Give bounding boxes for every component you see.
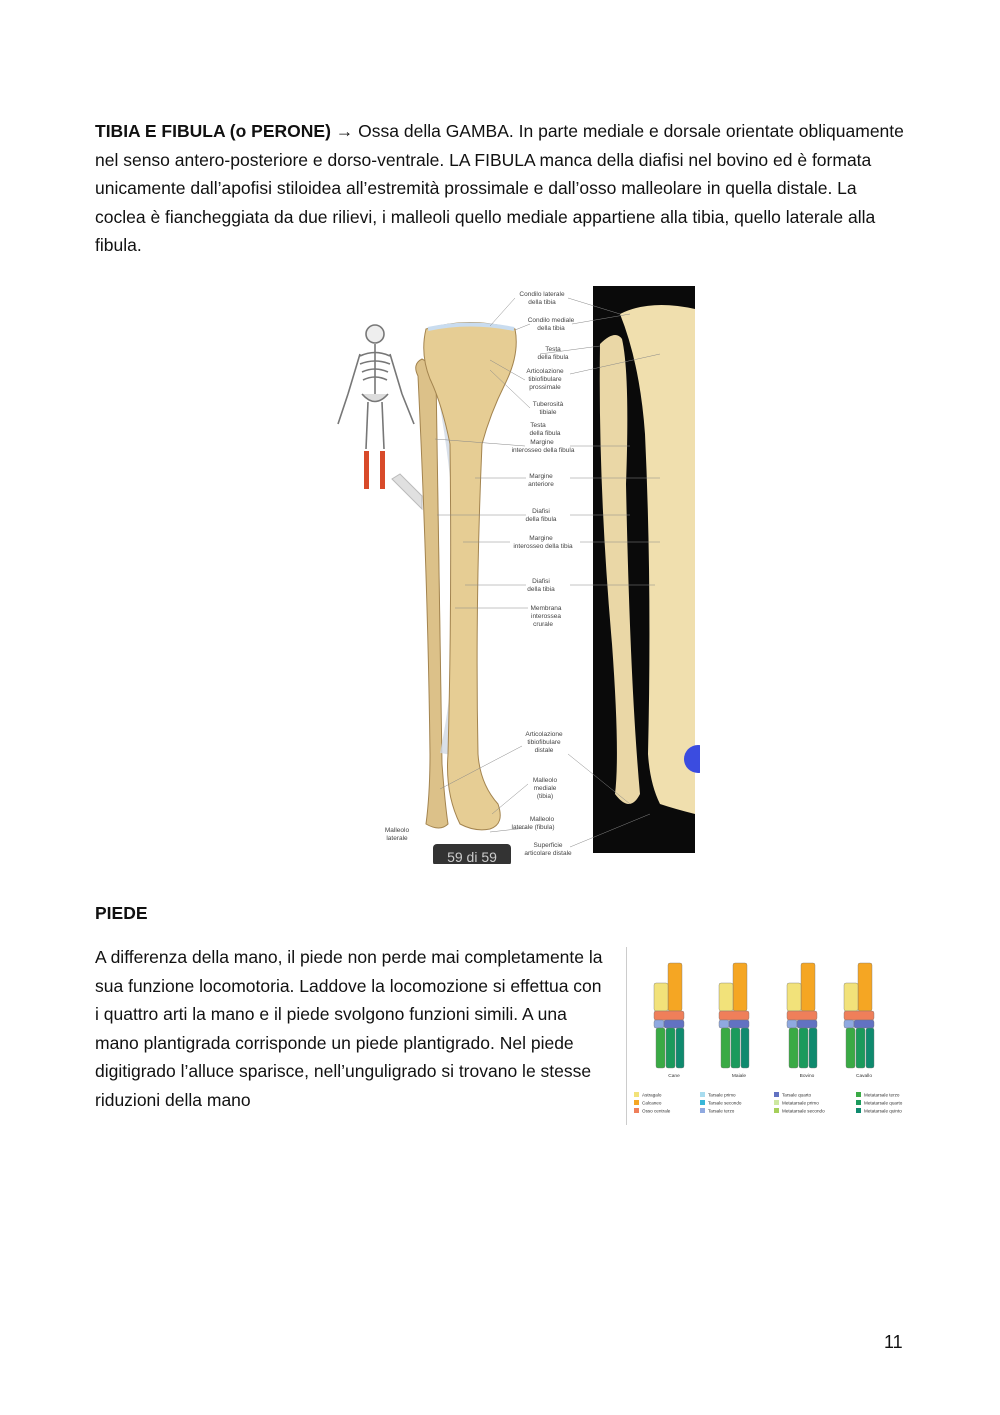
label-diafisi-tibia: Diafisi della tibia <box>527 578 555 593</box>
label-membrana: Membrana interossea crurale <box>530 605 562 628</box>
arrow: → <box>330 121 359 141</box>
legend-label: Astragalo <box>642 1092 662 1098</box>
label-malleolo-laterale: Malleolo laterale <box>384 827 410 842</box>
tarsal-bone <box>719 1020 729 1028</box>
talus-bone <box>654 983 668 1011</box>
tarsal-bone <box>654 1020 664 1028</box>
talus-bone <box>787 983 801 1011</box>
label-superficie: Superficie articolare distale <box>524 842 572 857</box>
tibia-fibula-figure <box>330 284 700 864</box>
species-cavallo: Cavallo <box>856 1074 872 1079</box>
label-articolazione-prossimale: Articolazione tibiofibulare prossimale <box>526 368 564 391</box>
central-tarsal-bone <box>654 1011 684 1020</box>
metatarsal-bone <box>866 1028 874 1068</box>
label-diafisi-fibula: Diafisi della fibula <box>525 508 557 523</box>
label-margine-interosseo-fibula: Margine interosseo della fibula <box>511 439 575 454</box>
section-heading: PIEDE <box>95 903 148 923</box>
legend-label: Metatarsale terzo <box>864 1092 900 1098</box>
calcaneus-bone <box>858 963 872 1011</box>
calcaneus-bone <box>733 963 747 1011</box>
calcaneus-bone <box>668 963 682 1011</box>
legend-label: Metatarsale primo <box>782 1100 819 1106</box>
legend-label: Tarsale secondo <box>708 1100 742 1106</box>
skeleton-thumbnail <box>338 325 414 449</box>
metatarsal-bone <box>799 1028 808 1068</box>
label-malleolo-mediale: Malleolo mediale (tibia) <box>532 777 558 800</box>
metatarsal-bone <box>721 1028 730 1068</box>
species-cane: Cane <box>668 1074 680 1079</box>
metatarsal-bone <box>856 1028 865 1068</box>
tarsal-bone <box>787 1020 797 1028</box>
legend-swatch <box>634 1092 639 1097</box>
piede-paragraph: A differenza della mano, il piede non perde mai completamente la sua funzione locomotoria. Laddove la locomozione si effettua con i quattro arti la mano e il piede svolgono funzioni simili. A una mano plantigrada corrisponde un piede plantigrado. Nel piede digitigrado l’alluce sparisce, nell’unguligrado si trovano le stesse riduzioni della mano <box>95 947 603 1110</box>
legend-label: Osso centrale <box>642 1108 671 1114</box>
talus-bone <box>844 983 858 1011</box>
metatarsal-bone <box>666 1028 675 1068</box>
legend-swatch <box>700 1108 705 1113</box>
legend-label: Metatarsale secondo <box>782 1108 825 1114</box>
label-condilo-laterale: Condilo laterale della tibia <box>519 291 565 306</box>
legend-swatch <box>856 1108 861 1113</box>
legend-swatch <box>634 1100 639 1105</box>
label-condilo-mediale: Condilo mediale della tibia <box>527 317 575 332</box>
legend-swatch <box>700 1100 705 1105</box>
legend-label: Tarsale quarto <box>782 1092 812 1098</box>
highlighted-left-leg <box>364 451 369 489</box>
illustrated-fibula <box>416 359 448 828</box>
metatarsal-bone <box>846 1028 855 1068</box>
label-malleolo-laterale-fibula: Malleolo laterale (fibula) <box>511 816 555 831</box>
legend-swatch <box>634 1108 639 1113</box>
label-margine-anteriore: Margine anteriore <box>528 473 554 488</box>
legend-label: Metatarsale quarto <box>864 1100 903 1106</box>
label-tuberosita: Tuberosità tibiale <box>532 401 564 416</box>
calcaneus-bone <box>801 963 815 1011</box>
legend-swatch <box>700 1092 705 1097</box>
legend-swatch <box>856 1092 861 1097</box>
highlighted-right-leg <box>380 451 385 489</box>
legend-label: Tarsale terzo <box>708 1108 735 1114</box>
metatarsal-bone <box>656 1028 665 1068</box>
metatarsal-bone <box>789 1028 798 1068</box>
metatarsal-bone <box>676 1028 684 1068</box>
central-tarsal-bone <box>719 1011 749 1020</box>
legend-swatch <box>856 1100 861 1105</box>
page-number: 11 <box>884 1332 903 1352</box>
label-margine-interosseo-tibia: Margine interosseo della tibia <box>513 535 573 550</box>
foot-comparison-figure <box>626 947 908 1125</box>
label-testa-fibula-2: Testa della fibula <box>529 422 561 437</box>
intro-paragraph <box>95 117 910 260</box>
species-bovino: Bovino <box>799 1074 815 1079</box>
tarsal-bone <box>854 1020 874 1028</box>
intro-text: Ossa della GAMBA. In parte mediale e dorsale orientate obliquamente nel senso antero-posteriore e dorso-ventrale. LA FIBULA manca della diafisi nel bovino ed è formata unicamente dall’apofisi stiloidea all’estremità prossimale e dall’osso malleolare in quella distale. La coclea è fiancheggiata da due rilievi, i malleoli quello mediale appartiene alla tibia, quello laterale alla fibula. <box>95 121 904 255</box>
metatarsal-bone <box>731 1028 740 1068</box>
central-tarsal-bone <box>844 1011 874 1020</box>
legend-swatch <box>774 1100 779 1105</box>
species-maiale: Maiale <box>731 1074 747 1079</box>
intro-bold-title: TIBIA E FIBULA (o PERONE) <box>95 121 331 141</box>
metatarsal-bone <box>741 1028 749 1068</box>
label-testa-fibula-1: Testa della fibula <box>537 346 569 361</box>
legend-label: Metatarsale quinto <box>864 1108 902 1114</box>
zoom-arrow <box>392 474 422 509</box>
tarsal-bone <box>664 1020 684 1028</box>
legend-swatch <box>774 1108 779 1113</box>
image-counter: 59 di 59 <box>447 849 497 864</box>
tarsal-bone <box>797 1020 817 1028</box>
tarsal-bone <box>729 1020 749 1028</box>
metatarsal-bone <box>809 1028 817 1068</box>
tarsal-bone <box>844 1020 854 1028</box>
legend-label: Tarsale primo <box>708 1092 736 1098</box>
talus-bone <box>719 983 733 1011</box>
central-tarsal-bone <box>787 1011 817 1020</box>
legend-label: Calcaneo <box>642 1100 662 1106</box>
label-articolazione-distale: Articolazione tibiofibulare distale <box>525 731 563 754</box>
legend-swatch <box>774 1092 779 1097</box>
